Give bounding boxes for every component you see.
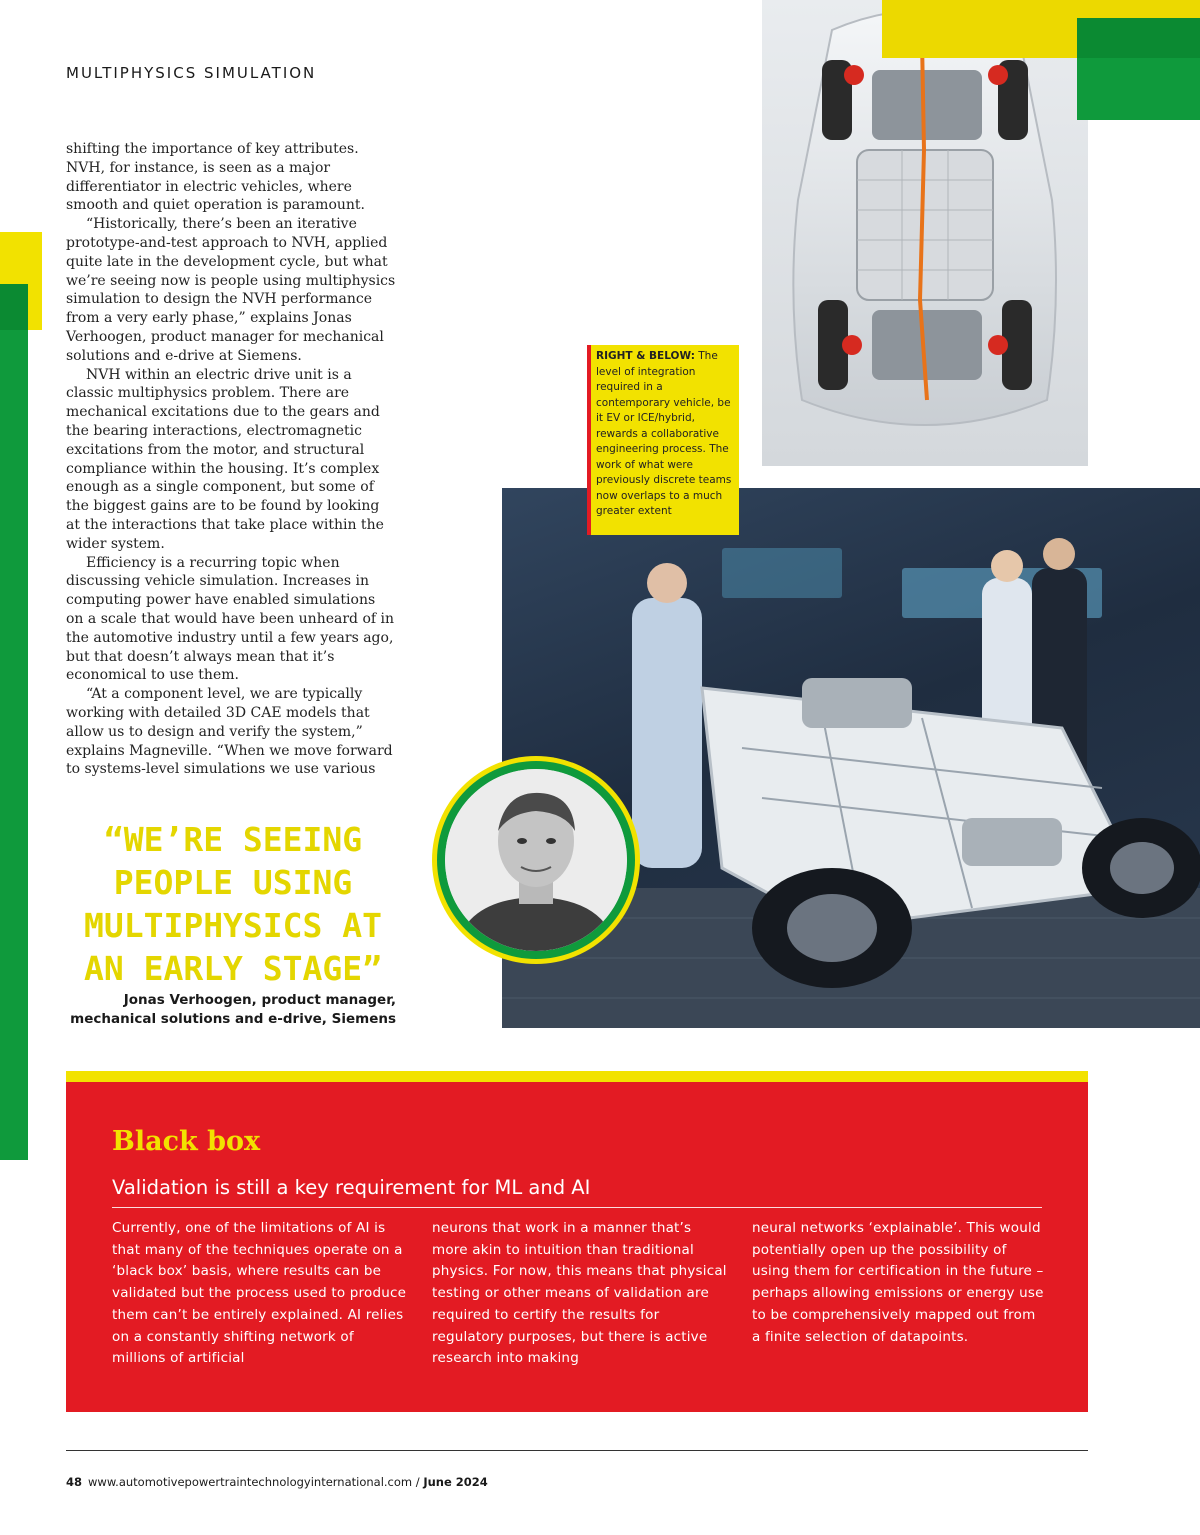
article-paragraph: NVH within an electric drive unit is a classic multiphysics problem. There are mechanical excitations due to the gears and the bearing interactions, electromagnetic excitations from the motor, and structural compliance within the housing. It’s complex enough as a single component, but some of the biggest gains are to be found by looking at the interactions that take place within the wider system. (66, 366, 384, 552)
portrait-photo (445, 769, 627, 951)
page-number: 48 (66, 1475, 83, 1489)
footer-rule (66, 1450, 1088, 1451)
ev-chassis-photo (762, 0, 1088, 466)
decor-green-block-top (1077, 58, 1200, 120)
section-label: MULTIPHYSICS SIMULATION (66, 64, 317, 82)
article-paragraph: shifting the importance of key attributes. NVH, for instance, is seen as a major differentiator in electric vehicles, where smooth and quiet operation is paramount. (66, 141, 365, 214)
boxout-subtitle: Validation is still a key requirement for ML and AI (112, 1176, 591, 1199)
portrait-frame (432, 756, 640, 964)
article-paragraph: “At a component level, we are typically working with detailed 3D CAE models that allow us to design and verify the system,” explains Magneville. “When we move forward to systems-level simulations we use various (66, 686, 393, 778)
decor-green-bar-left (0, 330, 28, 1160)
caption-text: The level of integration required in a contemporary vehicle, be it EV or ICE/hybrid, rewards a collaborative engineering process. The work of what were previously discrete teams now overlaps to a much greater extent (596, 350, 732, 517)
issue-date: June 2024 (423, 1475, 488, 1489)
boxout-title: Black box (112, 1126, 261, 1157)
footer-url[interactable]: www.automotivepowertraintechnologyinternational.com / (88, 1475, 420, 1489)
article-paragraph: Efficiency is a recurring topic when discussing vehicle simulation. Increases in computing power have enabled simulations on a scale that would have been unheard of in the automotive industry until a few years ago, but that doesn’t always mean that it’s economical to use them. (66, 554, 395, 684)
attribution-line: Jonas Verhoogen, product manager, (123, 992, 396, 1008)
boxout-divider (112, 1207, 1042, 1208)
quote-attribution (66, 991, 396, 1029)
boxout-column-1: Currently, one of the limitations of AI is that many of the techniques operate on a ‘black box’ basis, where results can be validated but the process used to produce them can’t be entirely explained. AI relies on a constantly shifting network of millions of artificial (112, 1220, 407, 1367)
boxout-yellow-bar (66, 1071, 1088, 1082)
boxout-column-2: neurons that work in a manner that’s more akin to intuition than traditional physics. For now, this means that physical testing or other means of validation are required to certify the results for regulatory purposes, but there is active research into making (432, 1220, 727, 1367)
decor-dark-green-block-left (0, 284, 28, 330)
ev-chassis-illustration (762, 0, 1088, 466)
attribution-line: mechanical solutions and e-drive, Siemens (70, 1011, 396, 1027)
portrait-ring (437, 761, 635, 959)
engineers-workshop-photo (502, 488, 1200, 1028)
page-footer (66, 1475, 488, 1489)
article-paragraph: “Historically, there’s been an iterative prototype-and-test approach to NVH, applied quite late in the development cycle, but what we’re seeing now is people using multiphysics simulation to design the NVH performance from a very early phase,” explains Jonas Verhoogen, product manager for mechanical solutions and e-drive at Siemens. (66, 216, 396, 364)
person-portrait-illustration (445, 769, 627, 951)
decor-dark-green-block-top (1077, 18, 1200, 58)
pull-quote: “WE’RE SEEING PEOPLE USING MULTIPHYSICS AT AN EARLY STAGE” (83, 820, 382, 988)
workshop-illustration (502, 488, 1200, 1028)
boxout-column-3: neural networks ‘explainable’. This would potentially open up the possibility of using them for certification in the future – perhaps allowing emissions or energy use to be comprehensively mapped out from a finite selection of datapoints. (752, 1220, 1044, 1345)
caption-lead: RIGHT & BELOW: (596, 350, 695, 362)
article-body (66, 140, 396, 779)
photo-caption (587, 345, 739, 535)
